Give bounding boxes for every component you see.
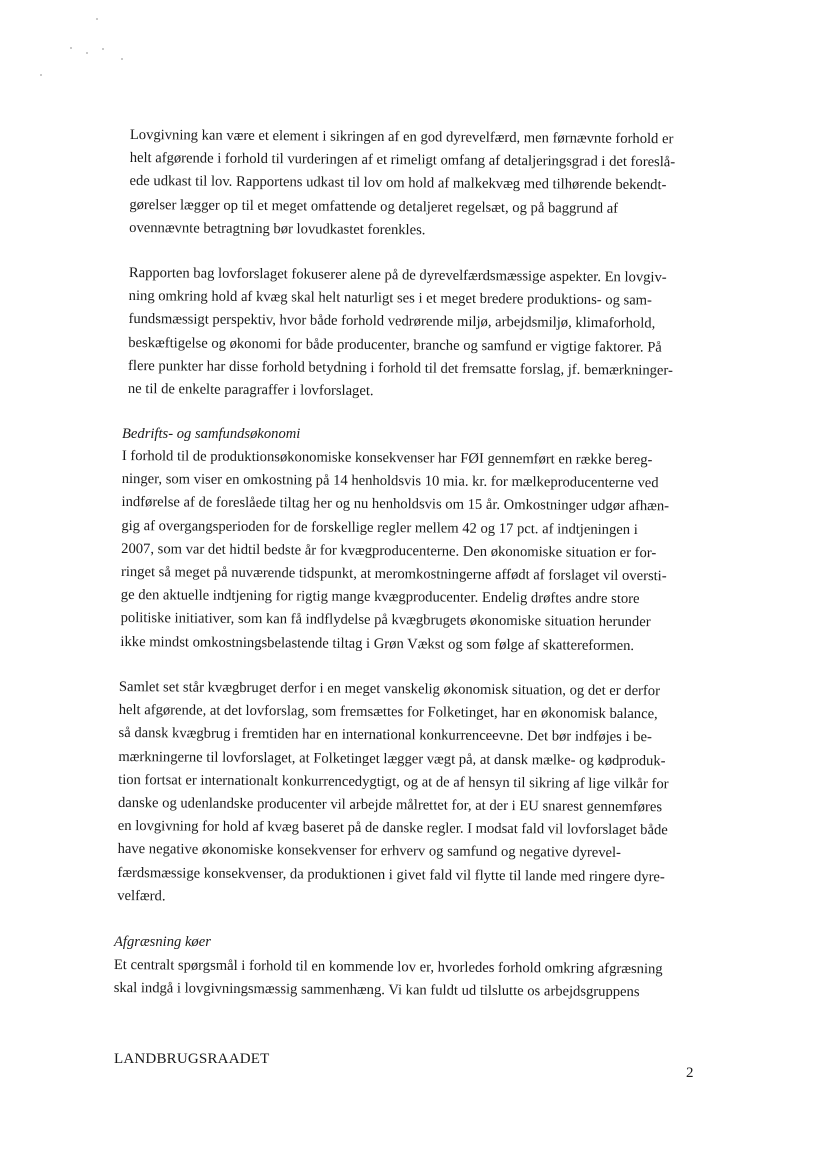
scan-artifact [0,0,200,90]
text-line: mærkningerne til lovforslaget, at Folketinget lægger vægt på, at dansk mælke- og kødproduk- [118,748,666,769]
text-line: have negative økonomiske konsekvenser for erhverv og samfund og negative dyrevel- [117,841,622,862]
section-heading-grazing: Afgræsning køer [114,934,211,950]
text-line: I forhold til de produktionsøkonomiske konsekvenser har FØI gennemført en række bereg- [121,447,653,469]
text-line: så dansk kvægbrug i fremtiden har en international konkurrenceevne. Det bør indføjes i be- [118,725,652,746]
text-line: fundsmæssigt perspektiv, hvor både forhold vedrørende miljø, arbejdsmiljø, klimaforhold, [128,311,656,333]
footer-organization: LANDBRUGSRAADET [114,1051,270,1067]
text-line: Et centralt spørgsmål i forhold til en kommende lov er, hvorledes forhold omkring afgræsning [113,956,663,978]
text-line: beskæftigelse og økonomi for både producenter, branche og samfund er vigtige faktorer. På [128,334,662,356]
text-line: helt afgørende i forhold til vurderingen af et rimeligt omfang af detaljeringsgrad i det foreslå- [129,150,676,171]
text-line: politiske initiativer, som kan få indflydelse på kvægbrugets økonomiske situation herunder [120,610,651,631]
text-line: en lovgivning for hold af kvæg baseret på de danske regler. I modsat fald vil lovforslaget både [117,818,668,839]
text-line: ede udkast til lov. Rapportens udkast til lov om hold af malkekvæg med tilhørende bekendt- [129,173,667,194]
text-line: ikke mindst omkostningsbelastende tiltag i Grøn Vækst og som følge af skattereformen. [120,633,635,654]
paragraph-report-focus [128,262,674,406]
text-line: danske og udenlandske producenter vil arbejde målrettet for, at der i EU snarest gennemføres [117,795,663,816]
paragraph-overall-situation [117,676,669,912]
text-line: gig af overgangsperioden for de forskellige regler mellem 42 og 17 pct. af indtjeningen i [121,517,638,538]
text-line: tion fortsat er internationalt konkurrencedygtigt, og at de af hensyn til sikring af lige vilkår for [118,771,669,793]
text-line: ge den aktuelle indtjening for rigtig mange kvægproducenter. Endelig drøftes andre store [120,587,640,608]
text-line: velfærd. [117,887,166,905]
paragraph-grazing [114,954,663,1005]
text-line: gørelser lægger op til et meget omfattende og detaljeret regelsæt, og på baggrund af [129,196,619,217]
paragraph-legislation-intro [129,124,675,244]
page-number: 2 [686,1065,694,1081]
text-line: flere punkter har disse forhold betydning i forhold til det fremsatte forslag, jf. bemærkninger- [128,357,673,379]
text-line: ninger, som viser en omkostning på 14 henholdsvis 10 mia. kr. for mælkeproducenterne ved [121,471,659,492]
text-line: Lovgivning kan være et element i sikringen af en god dyrevelfærd, men førnævnte forhold er [129,126,674,148]
text-line: ringet så meget på nuværende tidspunkt, at meromkostningerne affødt af forslaget vil oversti- [120,564,667,585]
text-line: færdsmæssige konsekvenser, da produktionen i givet fald vil flytte til lande med ringere dyre- [117,864,665,885]
text-line: ning omkring hold af kvæg skal helt naturligt ses i et meget bredere produktions- og sam- [128,288,653,309]
text-line: skal indgå i lovgivningsmæssig sammenhæng. Vi kan fuldt ud tilslutte os arbejdsgruppens [113,980,640,1001]
text-line: Samlet set står kvægbruget derfor i en meget vanskelig økonomisk situation, og det er derfor [118,678,661,700]
text-line: indførelse af de foreslåede tiltag her og nu henholdsvis om 15 år. Omkostninger udgør afhæn- [121,494,670,515]
paragraph-economy [120,445,669,658]
text-line: helt afgørende, at det lovforslag, som fremsættes for Folketinget, har en økonomisk balance, [118,702,658,723]
text-line: ovennævnte betragtning bør lovudkastet forenkles. [129,219,426,239]
text-line: ne til de enkelte paragraffer i lovforslaget. [127,381,374,400]
text-line: 2007, som var det hidtil bedste år for kvægproducenterne. Den økonomiske situation er for- [121,540,657,562]
text-line: Rapporten bag lovforslaget fokuserer alene på de dyrevelfærdsmæssige aspekter. En lovgiv- [128,264,667,286]
section-heading-economy: Bedrifts- og samfundsøkonomi [122,426,301,442]
